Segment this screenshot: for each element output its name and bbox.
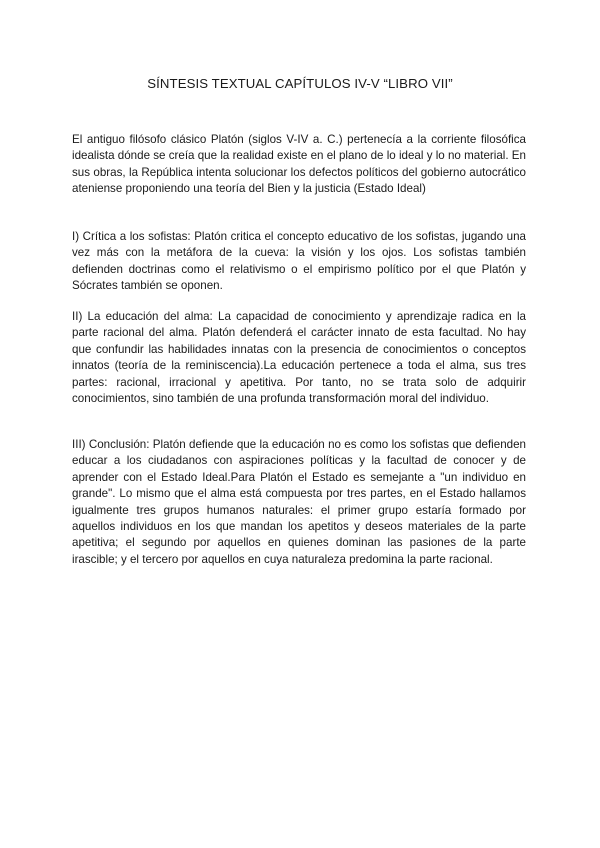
section-critica-sofistas: I) Crítica a los sofistas: Platón critica el concepto educativo de los sofistas, jugando una vez más con la metáfora de la cueva: la visión y los ojos. Los sofistas también defienden doctrinas como el relativismo o el empirismo político por el que Platón y Sócrates también se oponen. xyxy=(72,230,526,293)
section-educacion-alma: II) La educación del alma: La capacidad de conocimiento y aprendizaje radica en la parte racional del alma. Platón defenderá el carácter innato de esta facultad. No hay que confundir las habilidades innatas con la presencia de conocimientos o conceptos innatos (teoría de la reminiscencia).La educación pertenece a toda el alma, sus tres partes: racional, irracional y apetitiva. Por tanto, no se trata solo de adquirir conocimientos, sino también de una profunda transformación moral del individuo. xyxy=(72,310,526,406)
intro-paragraph: El antiguo filósofo clásico Platón (siglos V-IV a. C.) pertenecía a la corriente filosófica idealista dónde se creía que la realidad existe en el plano de lo ideal y lo no material. En sus obras, la República intenta solucionar los defectos políticos del gobierno autocrático ateniense proponiendo una teoría del Bien y la justicia (Estado Ideal) xyxy=(72,133,526,196)
section-conclusion: III) Conclusión: Platón defiende que la educación no es como los sofistas que defienden educar a los ciudadanos con aspiraciones políticas y la facultad de conocer y de aprender con el Estado Ideal.Para Platón el Estado es semejante a "un individuo en grande". Lo mismo que el alma está compuesta por tres partes, en el Estado hallamos igualmente tres grupos humanos naturales: el primer grupo estaría formado por aquellos individuos en los que mandan los apetitos y deseos materiales de la parte apetitiva; el segundo por aquellos en quienes dominan las pasiones de la parte irascible; y el tercero por aquellos en cuya naturaleza predomina la parte racional. xyxy=(72,438,526,566)
document-title: SÍNTESIS TEXTUAL CAPÍTULOS IV-V “LIBRO VII” xyxy=(147,76,453,91)
